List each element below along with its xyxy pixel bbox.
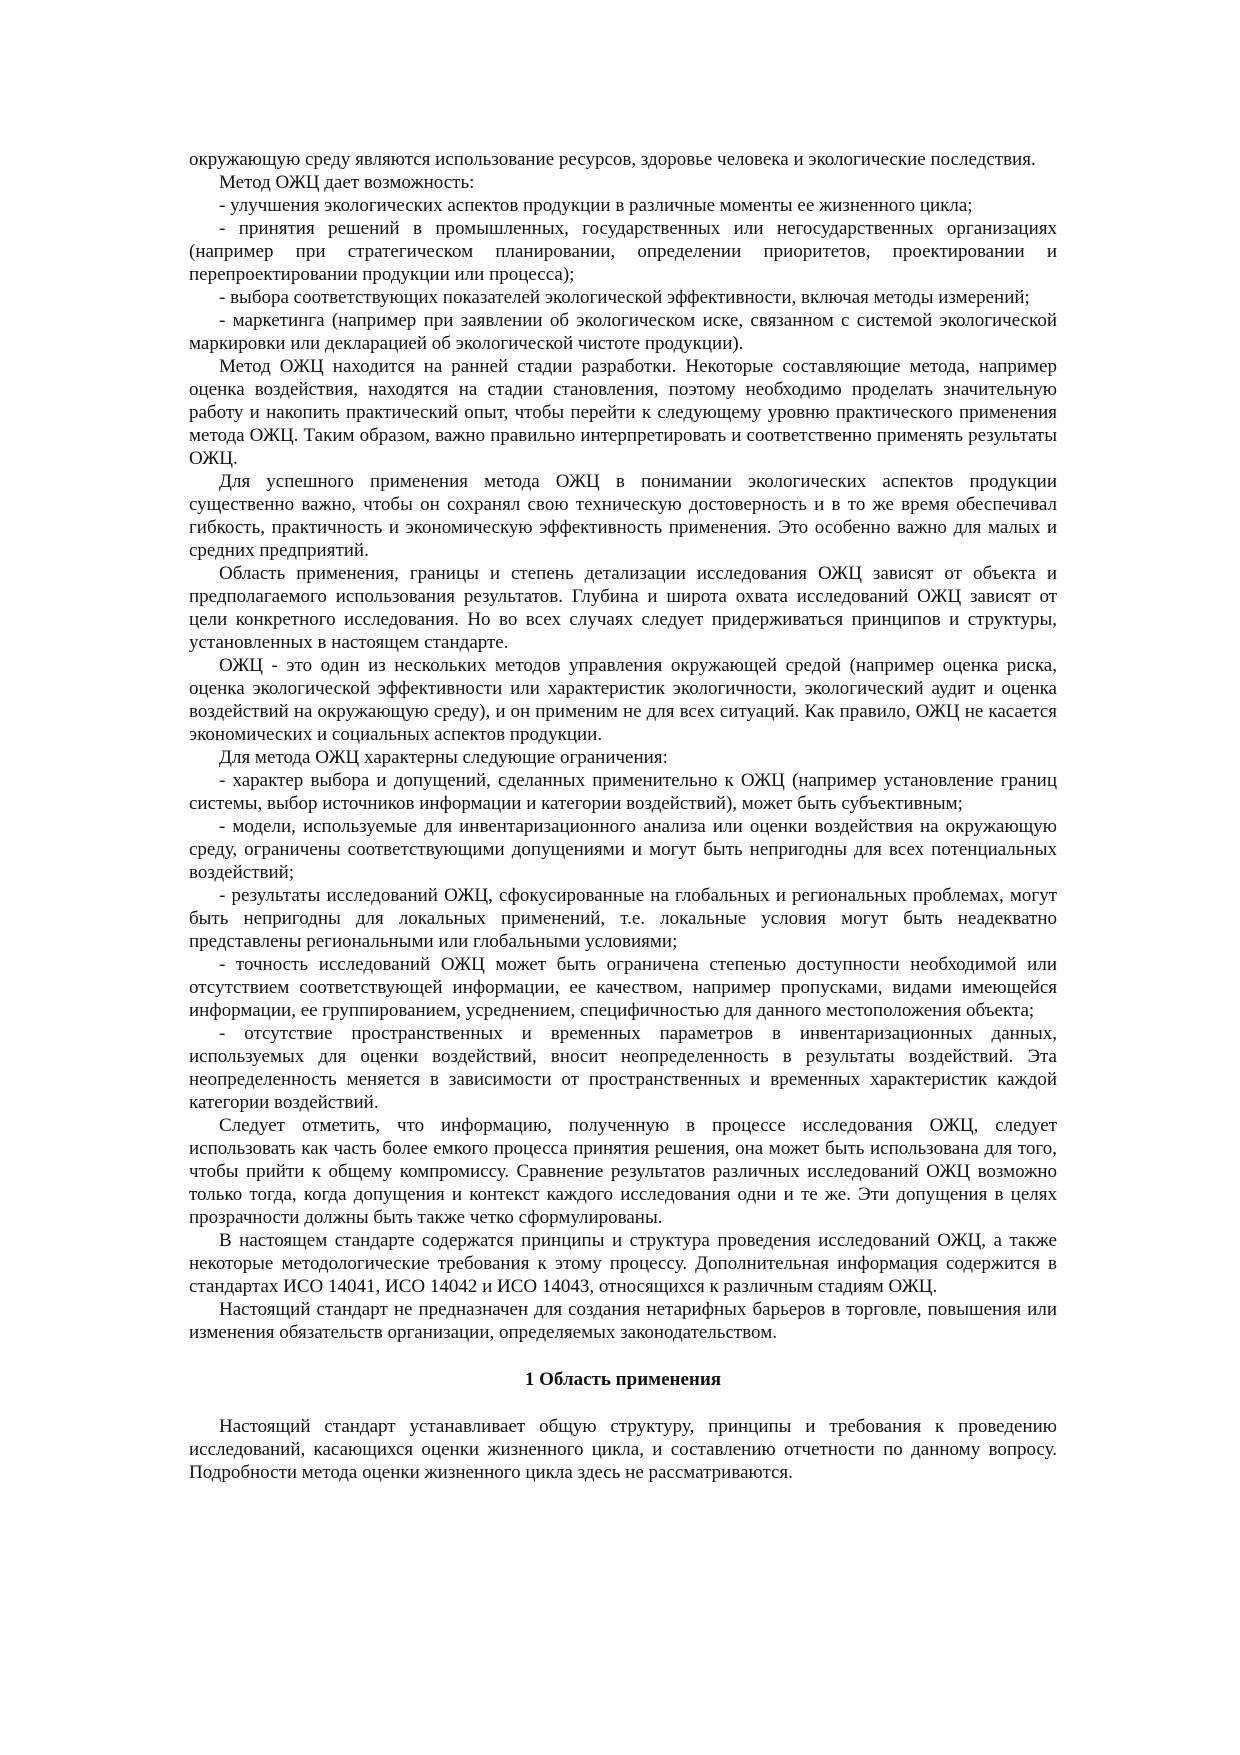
- paragraph-continuation: окружающую среду являются использование ресурсов, здоровье человека и экологические последствия.: [189, 149, 1036, 170]
- list-item: - модели, используемые для инвентаризационного анализа или оценки воздействия на окружающую среду, ограничены соответствующими допущениями и могут быть непригодны для всех потенциальных воздействий;: [189, 816, 1057, 883]
- paragraph: Для успешного применения метода ОЖЦ в понимании экологических аспектов продукции существенно важно, чтобы он сохранял свою техническую достоверность и в то же время обеспечивал гибкость, практичность и экономическую эффективность применения. Это особенно важно для малых и средних предприятий.: [189, 471, 1057, 561]
- paragraph: Метод ОЖЦ находится на ранней стадии разработки. Некоторые составляющие метода, например оценка воздействия, находятся на стадии становления, поэтому необходимо проделать значительную работу и накопить практический опыт, чтобы перейти к следующему уровню практического применения метода ОЖЦ. Таким образом, важно правильно интерпретировать и соответственно применять результаты ОЖЦ.: [189, 356, 1057, 469]
- paragraph: ОЖЦ - это один из нескольких методов управления окружающей средой (например оценка риска, оценка экологической эффективности или характеристик экологичности, экологический аудит и оценка воздействий на окружающую среду), и он применим не для всех ситуаций. Как правило, ОЖЦ не касается экономических и социальных аспектов продукции.: [189, 655, 1057, 745]
- list-item: - маркетинга (например при заявлении об экологическом иске, связанном с системой экологической маркировки или декларацией об экологической чистоте продукции).: [189, 310, 1057, 354]
- list-item: - улучшения экологических аспектов продукции в различные моменты ее жизненного цикла;: [219, 195, 973, 216]
- paragraph: Метод ОЖЦ дает возможность:: [219, 172, 475, 193]
- list-item: - точность исследований ОЖЦ может быть ограничена степенью доступности необходимой или отсутствием соответствующей информации, ее качеством, например пропусками, видами имеющейся информации, ее группированием, усреднением, специфичностью для данного местоположения объекта;: [189, 954, 1057, 1021]
- paragraph: В настоящем стандарте содержатся принципы и структура проведения исследований ОЖЦ, а также некоторые методологические требования к этому процессу. Дополнительная информация содержится в стандартах ИСО 14041, ИСО 14042 и ИСО 14043, относящихся к различным стадиям ОЖЦ.: [189, 1230, 1057, 1297]
- paragraph: Настоящий стандарт не предназначен для создания нетарифных барьеров в торговле, повышения или изменения обязательств организации, определяемых законодательством.: [189, 1299, 1057, 1343]
- paragraph: Область применения, границы и степень детализации исследования ОЖЦ зависят от объекта и предполагаемого использования результатов. Глубина и широта охвата исследований ОЖЦ зависят от цели конкретного исследования. Но во всех случаях следует придерживаться принципов и структуры, установленных в настоящем стандарте.: [189, 563, 1057, 653]
- list-item: - принятия решений в промышленных, государственных или негосударственных организациях (например при стратегическом планировании, определении приоритетов, проектировании и перепроектировании продукции или процесса);: [189, 218, 1057, 285]
- list-item: - отсутствие пространственных и временных параметров в инвентаризационных данных, используемых для оценки воздействий, вносит неопределенность в результаты воздействий. Эта неопределенность меняется в зависимости от пространственных и временных характеристик каждой категории воздействий.: [189, 1023, 1057, 1113]
- list-item: - характер выбора и допущений, сделанных применительно к ОЖЦ (например установление границ системы, выбор источников информации и категории воздействий), может быть субъективным;: [189, 770, 1057, 814]
- paragraph: Настоящий стандарт устанавливает общую структуру, принципы и требования к проведению исследований, касающихся оценки жизненного цикла, и составлению отчетности по данному вопросу. Подробности метода оценки жизненного цикла здесь не рассматриваются.: [189, 1416, 1057, 1483]
- list-item: - результаты исследований ОЖЦ, сфокусированные на глобальных и региональных проблемах, могут быть непригодны для локальных применений, т.е. локальные условия могут быть неадекватно представлены региональными или глобальными условиями;: [189, 885, 1057, 952]
- document-page: [189, 148, 1057, 1484]
- paragraph: Следует отметить, что информацию, полученную в процессе исследования ОЖЦ, следует использовать как часть более емкого процесса принятия решения, она может быть использована для того, чтобы прийти к общему компромиссу. Сравнение результатов различных исследований ОЖЦ возможно только тогда, когда допущения и контекст каждого исследования одни и те же. Эти допущения в целях прозрачности должны быть также четко сформулированы.: [189, 1115, 1057, 1228]
- list-item: - выбора соответствующих показателей экологической эффективности, включая методы измерений;: [219, 287, 1030, 308]
- section-heading: 1 Область применения: [524, 1369, 722, 1390]
- paragraph: Для метода ОЖЦ характерны следующие ограничения:: [219, 747, 668, 768]
